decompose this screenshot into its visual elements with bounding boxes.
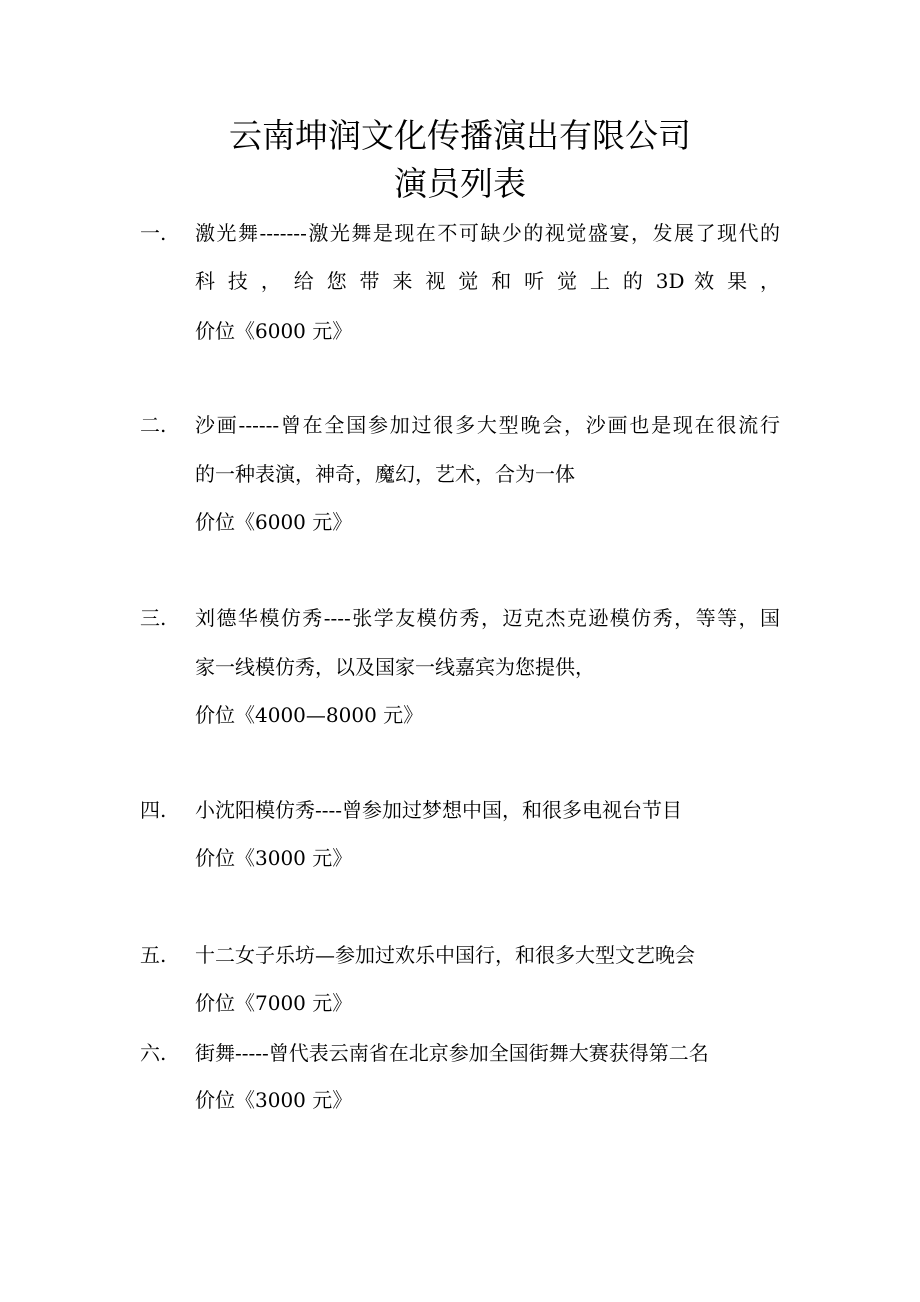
company-title: 云南坤润文化传播演出有限公司	[229, 116, 691, 155]
item-description-line: 小沈阳模仿秀----曾参加过梦想中国，和很多电视台节目	[195, 798, 683, 822]
item-price: 价位《7000 元》	[195, 991, 353, 1015]
item-description-line: 激光舞-------激光舞是现在不可缺少的视觉盛宴，发展了现代的	[195, 221, 780, 245]
page-title: 演员列表	[394, 164, 526, 203]
item-number: 一.	[140, 221, 167, 245]
item-number: 四.	[140, 798, 167, 822]
item-number: 二.	[140, 413, 167, 437]
item-price: 价位《6000 元》	[195, 319, 353, 343]
item-description-line: 十二女子乐坊—参加过欢乐中国行，和很多大型文艺晚会	[195, 943, 695, 967]
item-number: 三.	[140, 606, 167, 630]
item-number: 五.	[140, 943, 167, 967]
item-price: 价位《4000—8000 元》	[195, 703, 424, 727]
item-number: 六.	[140, 1041, 167, 1065]
item-description-line: 刘德华模仿秀----张学友模仿秀，迈克杰克逊模仿秀，等等，国	[195, 606, 780, 630]
item-price: 价位《3000 元》	[195, 846, 353, 870]
item-description-line: 科 技 ， 给 您 带 来 视 觉 和 听 觉 上 的 3D 效 果 ，	[195, 269, 780, 293]
item-description-line: 的一种表演，神奇，魔幻，艺术，合为一体	[195, 462, 575, 486]
item-description-line: 家一线模仿秀，以及国家一线嘉宾为您提供，	[195, 655, 595, 679]
item-price: 价位《6000 元》	[195, 510, 353, 534]
item-description-line: 街舞-----曾代表云南省在北京参加全国街舞大赛获得第二名	[195, 1041, 709, 1065]
item-description-line: 沙画------曾在全国参加过很多大型晚会，沙画也是现在很流行	[195, 413, 780, 437]
item-price: 价位《3000 元》	[195, 1088, 353, 1112]
